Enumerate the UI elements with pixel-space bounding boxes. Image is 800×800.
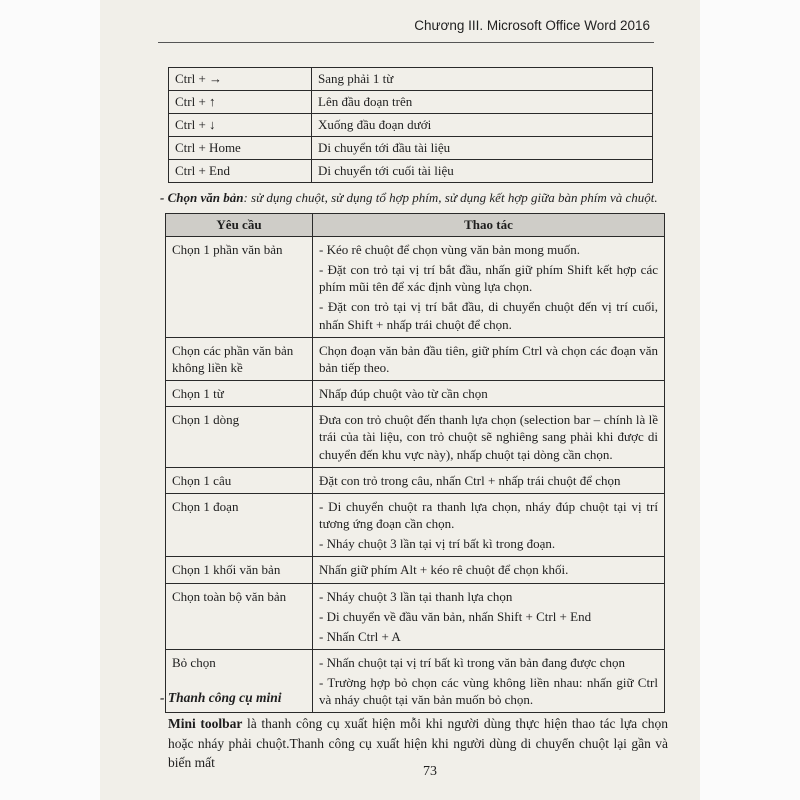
selection-operation xyxy=(313,649,665,712)
selection-operation xyxy=(313,381,665,407)
select-text-intro xyxy=(160,190,690,206)
shortcut-row xyxy=(169,91,653,114)
selection-request: Chọn toàn bộ văn bản xyxy=(166,583,313,649)
mini-toolbar-heading: - Thanh công cụ mini xyxy=(160,690,282,705)
selection-operation xyxy=(313,467,665,493)
operation-step: - Nhấn Ctrl + A xyxy=(319,628,401,644)
selection-row xyxy=(166,467,665,493)
shortcut-action: Lên đầu đoạn trên xyxy=(312,91,653,114)
select-text-sentence: : sử dụng chuột, sử dụng tổ hợp phím, sử dụng kết hợp giữa bàn phím và chuột. xyxy=(243,190,658,205)
operation-step: Nhấp đúp chuột vào từ cần chọn xyxy=(319,386,488,402)
selection-request: Chọn 1 khối văn bản xyxy=(166,557,313,583)
shortcut-action: Xuống đầu đoạn dưới xyxy=(312,114,653,137)
selection-operation xyxy=(313,337,665,380)
operation-step: - Đặt con trỏ tại vị trí bắt đầu, di chuyển chuột đến vị trí cuối, nhấn Shift + nhấp trái chuột để chọn. xyxy=(319,299,658,332)
selection-request: Chọn 1 từ xyxy=(166,381,313,407)
mini-toolbar-term: Mini toolbar xyxy=(168,716,243,731)
selection-row xyxy=(166,493,665,556)
operation-step: - Nhấn chuột tại vị trí bất kì trong văn bản đang được chọn xyxy=(319,654,625,670)
selection-row xyxy=(166,237,665,338)
selection-row xyxy=(166,381,665,407)
selection-row xyxy=(166,407,665,467)
operation-step: - Nháy chuột 3 lần tại thanh lựa chọn xyxy=(319,588,513,604)
selection-table xyxy=(165,213,665,713)
shortcut-row xyxy=(169,160,653,183)
operation-step: - Nháy chuột 3 lần tại vị trí bất kì trong đoạn. xyxy=(319,536,556,552)
select-text-label: - Chọn văn bản xyxy=(160,190,244,205)
selection-operation xyxy=(313,407,665,467)
running-header: Chương III. Microsoft Office Word 2016 xyxy=(414,18,650,33)
operation-step: - Đặt con trỏ tại vị trí bắt đầu, nhấn giữ phím Shift kết hợp các phím mũi tên để xác định vùng lựa chọn. xyxy=(319,262,658,295)
shortcut-table xyxy=(168,67,653,183)
shortcut-action: Di chuyển tới đầu tài liệu xyxy=(312,137,653,160)
shortcut-key: Ctrl + ↑ xyxy=(169,91,312,114)
selection-operation xyxy=(313,557,665,583)
selection-request: Chọn 1 dòng xyxy=(166,407,313,467)
operation-step: Đặt con trỏ trong câu, nhấn Ctrl + nhấp trái chuột để chọn xyxy=(319,472,621,488)
shortcut-key: Ctrl + End xyxy=(169,160,312,183)
selection-row xyxy=(166,337,665,380)
selection-request: Chọn 1 đoạn xyxy=(166,493,313,556)
operation-step: Chọn đoạn văn bản đầu tiên, giữ phím Ctrl và chọn các đoạn văn bản tiếp theo. xyxy=(319,342,658,375)
operation-step: - Di chuyển về đầu văn bản, nhấn Shift + Ctrl + End xyxy=(319,608,592,624)
operation-step: - Kéo rê chuột để chọn vùng văn bản mong muốn. xyxy=(319,242,581,257)
header-operation: Thao tác xyxy=(313,214,665,237)
shortcut-action: Sang phải 1 từ xyxy=(312,68,653,91)
operation-step: Nhấn giữ phím Alt + kéo rê chuột để chọn khối. xyxy=(319,562,569,578)
shortcut-key: Ctrl + Home xyxy=(169,137,312,160)
shortcut-key: Ctrl + → xyxy=(169,68,312,91)
shortcut-row xyxy=(169,114,653,137)
background-right xyxy=(700,0,800,800)
selection-row xyxy=(166,557,665,583)
shortcut-row xyxy=(169,137,653,160)
header-rule xyxy=(158,42,654,43)
selection-operation xyxy=(313,493,665,556)
mini-toolbar-text: là thanh công cụ xuất hiện mỗi khi người dùng thực hiện thao tác lựa chọn hoặc nháy phải chuột.Thanh công cụ xuất hiện khi người dùng di chuyển chuột lại gần và biến mất xyxy=(168,716,669,771)
shortcut-action: Di chuyển tới cuối tài liệu xyxy=(312,160,653,183)
shortcut-row xyxy=(169,68,653,91)
selection-request: Chọn 1 câu xyxy=(166,467,313,493)
selection-request: Bỏ chọn xyxy=(166,649,313,712)
background-left xyxy=(0,0,100,800)
selection-operation xyxy=(313,237,665,338)
header-request: Yêu cầu xyxy=(166,214,313,237)
selection-operation xyxy=(313,583,665,649)
operation-step: Đưa con trỏ chuột đến thanh lựa chọn (selection bar – chính là lề trái của tài liệu, con trỏ chuột sẽ nghiêng sang phải khi được di chuyển đến khu vực này), nhấp chuột tại dòng cần chọn. xyxy=(319,412,658,462)
operation-step: - Trường hợp bỏ chọn các vùng không liền nhau: nhấn giữ Ctrl và nháy chuột tại văn bản muốn bỏ chọn. xyxy=(319,675,658,708)
selection-row xyxy=(166,583,665,649)
page-number: 73 xyxy=(423,764,437,779)
shortcut-key: Ctrl + ↓ xyxy=(169,114,312,137)
selection-table-header xyxy=(166,214,665,237)
selection-request: Chọn các phần văn bản không liền kề xyxy=(166,337,313,380)
operation-step: - Di chuyển chuột ra thanh lựa chọn, nháy đúp chuột tại vị trí tương ứng đoạn cần chọn. xyxy=(319,498,658,532)
selection-request: Chọn 1 phần văn bản xyxy=(166,237,313,338)
